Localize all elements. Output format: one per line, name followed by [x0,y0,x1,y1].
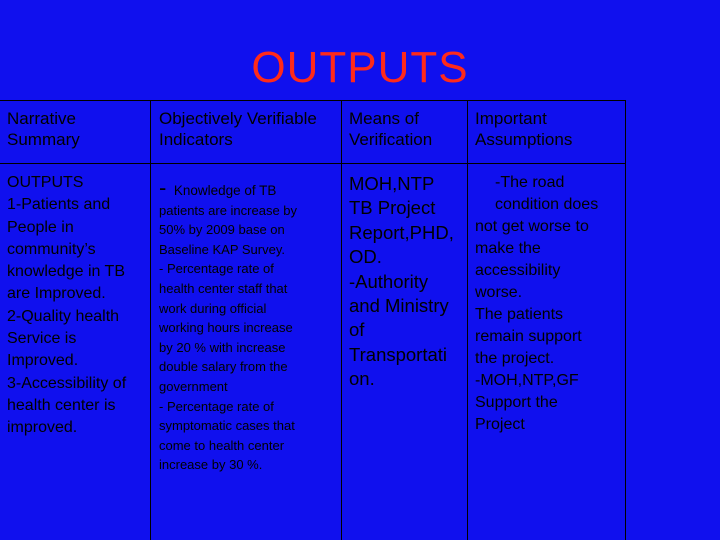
assumption-line: remain support [475,328,582,345]
column-divider-2 [341,100,342,540]
narrative-summary-cell [7,172,150,440]
table-right-border [625,100,626,540]
verification-line: of [349,319,365,341]
narrative-line: Improved. [7,352,79,370]
narrative-line: improved. [7,419,78,437]
narrative-line: community’s [7,240,96,258]
assumption-line: not get worse to [475,218,589,235]
narrative-line: 1-Patients and [7,196,111,214]
verification-line: -Authority [349,270,429,292]
indicator-line: increase by 30 %. [159,457,263,473]
narrative-line: health center is [7,396,116,414]
assumption-line: Support the [475,394,558,411]
header-divider [0,163,626,164]
verification-line: TB Project [349,197,436,219]
indicator-line: health center staff that [159,280,288,296]
indicator-line: - Percentage rate of [159,261,274,277]
assumption-line: The patients [475,306,564,323]
assumption-line: -MOH,NTP,GF [475,372,579,389]
narrative-line: knowledge in TB [7,263,125,281]
indicator-line: Baseline KAP Survey. [159,241,285,257]
verification-line: MOH,NTP [349,173,435,194]
important-assumptions-cell [475,172,625,436]
assumption-line: condition does [495,196,599,213]
slide-title: OUTPUTS [251,43,469,92]
column-divider-1 [150,100,151,540]
indicator-line: by 20 % with increase [159,339,286,355]
header-important-assumptions: Important Assumptions [475,109,573,149]
header-verifiable-indicators: Objectively Verifiable Indicators [159,109,317,149]
verification-line: on. [349,368,375,390]
table-top-border [0,100,626,101]
assumption-line: -The road [495,174,565,191]
indicator-line: symptomatic cases that [159,418,295,434]
indicator-line: government [159,378,228,394]
verification-line: Report,PHD, [349,221,454,243]
assumption-line: worse. [475,284,523,301]
verification-line: OD. [349,246,382,268]
assumption-line: accessibility [475,262,561,279]
verification-line: and Ministry [349,295,449,317]
header-means-of-verification: Means of Verification [349,109,433,149]
narrative-line: 2-Quality health [7,307,120,325]
indicator-line: work during official [159,300,267,316]
indicator-line: double salary from the [159,359,288,375]
narrative-line: Service is [7,330,77,348]
verifiable-indicators-cell [159,175,341,475]
indicator-line: patients are increase by [159,202,298,218]
assumption-line: make the [475,240,541,257]
narrative-line: People in [7,218,74,236]
indicator-line: working hours increase [159,320,293,336]
header-narrative-summary: Narrative Summary [7,109,80,149]
column-divider-3 [467,100,468,540]
assumption-line: Project [475,416,525,433]
indicator-text: Knowledge of TB [173,183,277,198]
narrative-line: are Improved. [7,285,106,303]
means-of-verification-cell [349,172,467,392]
narrative-line: OUTPUTS [7,174,84,191]
indicator-line: come to health center [159,437,285,453]
indicator-line [159,175,341,201]
assumption-line: the project. [475,350,555,367]
indicator-line: 50% by 2009 base on [159,222,285,238]
verification-line: Transportati [349,343,448,365]
bullet-dash: - [159,175,167,200]
narrative-line: 3-Accessibility of [7,374,127,392]
indicator-line: - Percentage rate of [159,398,274,414]
